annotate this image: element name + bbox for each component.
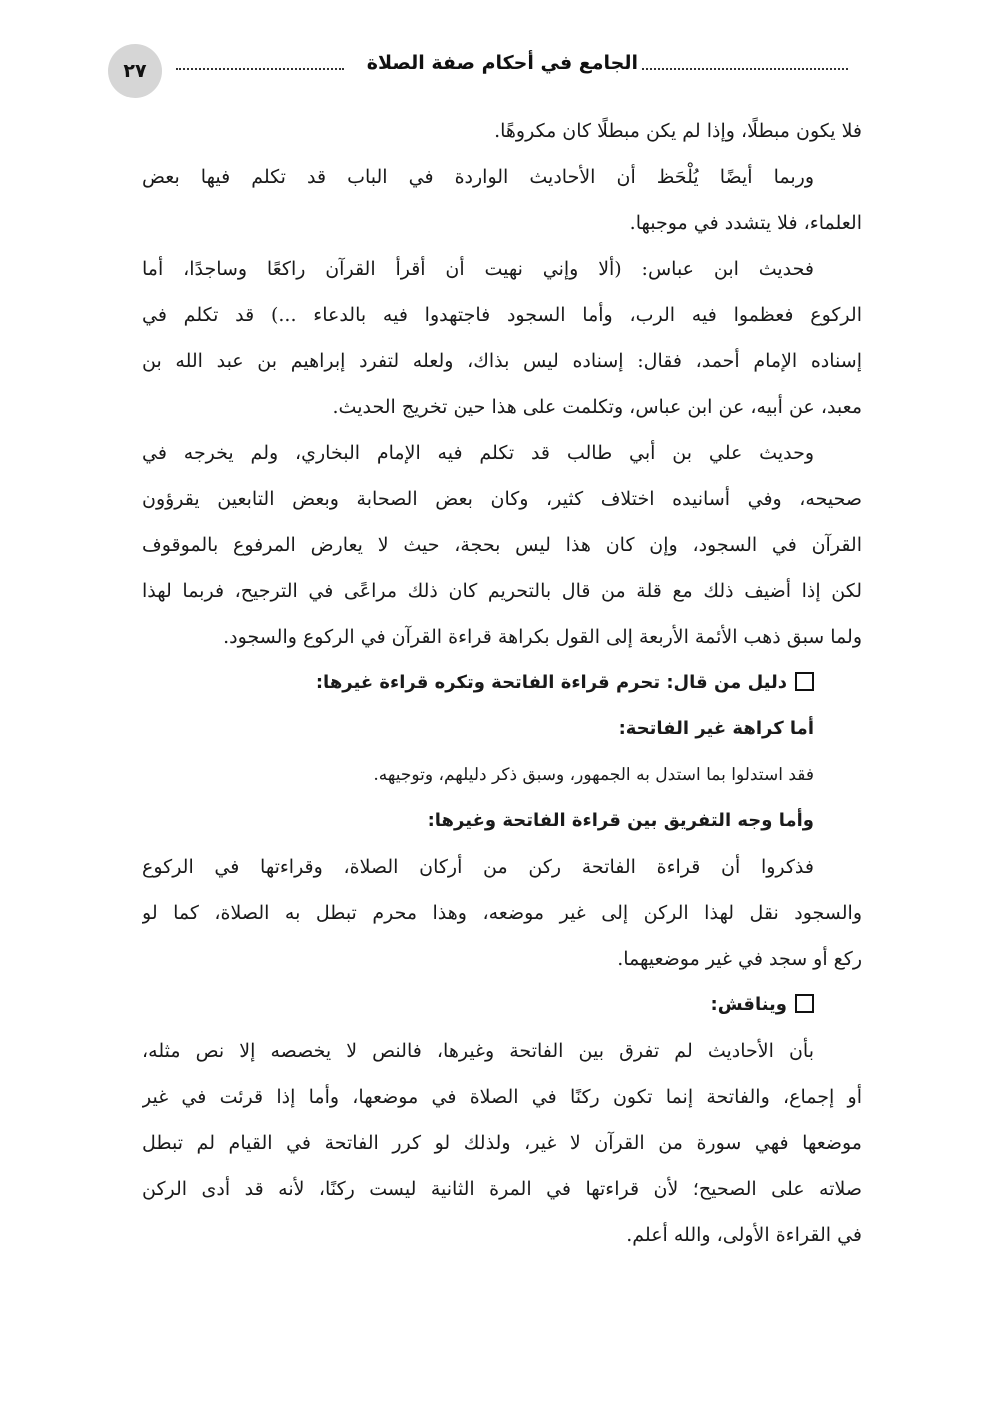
checkbox-square-icon (795, 994, 814, 1013)
hadith-text-line: فحديث ابن عباس: (ألا وإني نهيت أن أقرأ القرآن راكعًا وساجدًا، أما (142, 258, 814, 280)
subheading: وأما وجه التفريق بين قراءة الفاتحة وغيرها: (427, 810, 814, 831)
page-body (142, 108, 862, 1258)
section-heading (142, 660, 862, 706)
text-line: فذكروا أن قراءة الفاتحة ركن من أركان الصلاة، وقراءتها في الركوع (142, 856, 814, 878)
section-heading (142, 982, 862, 1028)
text-line: فلا يكون مبطلًا، وإذا لم يكن مبطلًا كان مكروهًا. (494, 120, 862, 142)
text-line: أو إجماع، والفاتحة إنما تكون ركنًا في الصلاة في موضعها، وأما إذا قرئت في غير (142, 1086, 862, 1108)
text-line: القرآن في السجود، وإن كان هذا ليس بحجة، حيث لا يعارض المرفوع بالموقوف (142, 534, 862, 556)
page-number-badge: ٢٧ (108, 44, 162, 98)
text-line: في القراءة الأولى، والله أعلم. (626, 1224, 862, 1246)
text-line: العلماء، فلا يتشدد في موجبها. (629, 212, 862, 234)
header-dotted-rule-right (642, 68, 848, 70)
section-heading-text: دليل من قال: تحرم قراءة الفاتحة وتكره قراءة غيرها: (315, 672, 787, 693)
hadith-text-line: الركوع فعظموا فيه الرب، وأما السجود فاجتهدوا فيه بالدعاء ...) قد تكلم في (142, 304, 862, 326)
text-line: فقد استدلوا بما استدل به الجمهور، وسبق ذكر دليلهم، وتوجيهه. (373, 765, 814, 785)
text-line: معبد، عن أبيه، عن ابن عباس، وتكلمت على هذا حين تخريج الحديث. (332, 396, 862, 418)
section-heading-text: ويناقش: (710, 994, 787, 1015)
subheading: أما كراهة غير الفاتحة: (618, 718, 814, 739)
text-line: ولما سبق ذهب الأئمة الأربعة إلى القول بكراهة قراءة القرآن في الركوع والسجود. (223, 626, 862, 648)
page-header (108, 44, 848, 100)
text-line: لكن إذا أضيف ذلك مع قلة من قال بالتحريم كان ذلك مراعًى في الترجيح، فربما لهذا (142, 580, 862, 602)
text-line: صلاته على الصحيح؛ لأن قراءتها في المرة الثانية ليست ركنًا، لأنه قد أدى الركن (142, 1178, 862, 1200)
text-line: إسناده الإمام أحمد، فقال: إسناده ليس بذاك، ولعله لتفرد إبراهيم بن عبد الله بن (142, 350, 862, 372)
checkbox-square-icon (795, 672, 814, 691)
text-line: ركع أو سجد في غير موضعيهما. (617, 948, 862, 970)
text-line: موضعها فهي سورة من القرآن لا غير، ولذلك لو كرر الفاتحة في القيام لم تبطل (142, 1132, 862, 1154)
text-line: وحديث علي بن أبي طالب قد تكلم فيه الإمام البخاري، ولم يخرجه في (142, 442, 814, 464)
text-line: وربما أيضًا يُلْحَظ أن الأحاديث الواردة في الباب قد تكلم فيها بعض (142, 166, 814, 188)
text-line: صحيحه، وفي أسانيده اختلاف كثير، وكان بعض الصحابة وبعض التابعين يقرؤون (142, 488, 862, 510)
text-line: والسجود نقل لهذا الركن إلى غير موضعه، وهذا محرم تبطل به الصلاة، كما لو (142, 902, 862, 924)
text-line: بأن الأحاديث لم تفرق بين الفاتحة وغيرها، فالنص لا يخصصه إلا نص مثله، (142, 1040, 814, 1062)
header-dotted-rule-left (176, 68, 344, 70)
running-title: الجامع في أحكام صفة الصلاة (366, 52, 638, 74)
